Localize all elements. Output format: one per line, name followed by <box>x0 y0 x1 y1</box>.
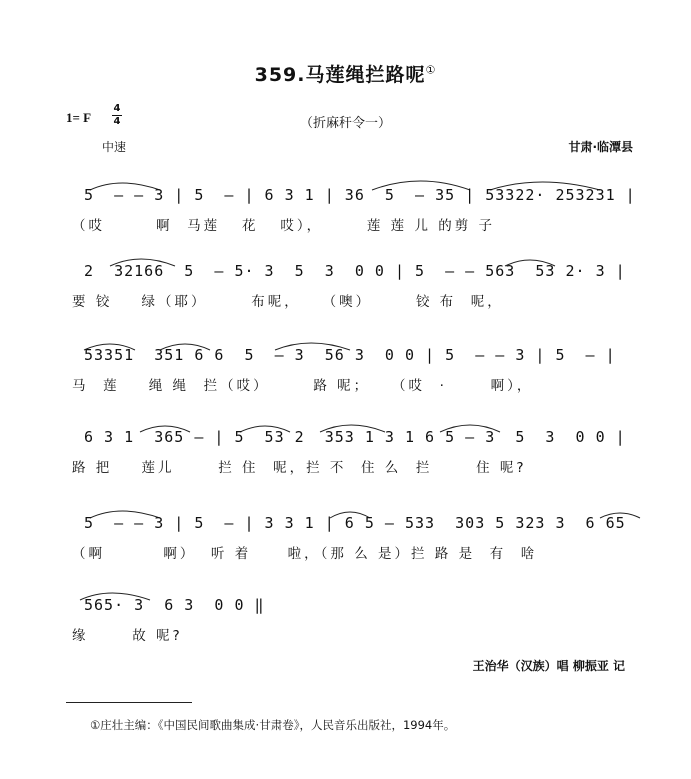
lyrics-line: （啊 啊） 听 着 啦，（那 么 是）拦 路 是 有 啥 <box>72 546 538 562</box>
notation-line: 2 32166 5 — 5· 3 5 3 0 0 | 5 — — 563 53 2· 3 | <box>84 262 626 280</box>
lyrics-line: 路 把 莲儿 拦 住 呢，拦 不 住 么 拦 住 呢? <box>72 460 527 476</box>
song-title-text: 马莲绳拦路呢 <box>305 64 426 86</box>
lyrics-line: 缘 故 呢? <box>72 628 183 644</box>
score-system-3 <box>0 346 691 416</box>
key-signature: 1= F <box>66 110 92 125</box>
song-number: 359. <box>254 64 306 86</box>
footnote-mark: ① <box>425 63 437 77</box>
score-system-6 <box>0 596 691 666</box>
tempo-marking: 中速 <box>102 140 127 154</box>
notation-line: 53351 351 6 6 5 — 3 56 3 0 0 | 5 — — 3 | 5 — | <box>84 346 616 364</box>
score-system-2 <box>0 262 691 332</box>
footnote-divider <box>66 702 192 703</box>
time-signature-bottom: 4 <box>113 116 121 127</box>
performer-credit: 王治华（汉族）唱 柳振亚 记 <box>472 659 625 673</box>
notation-line: 6 3 1 365 — | 5 53 2 353 1 3 1 6 5 — 3 5 3 0 0 | <box>84 428 626 446</box>
lyrics-line: 要 铰 绿（耶） 布呢， （噢） 铰 布 呢， <box>72 294 504 310</box>
song-title <box>0 60 691 87</box>
footnote: ①庄壮主编：《中国民间歌曲集成·甘肃卷》，人民音乐出版社，1994年。 <box>90 718 456 732</box>
score-system-4 <box>0 428 691 498</box>
score-system-5 <box>0 514 691 584</box>
lyrics-line: （哎 啊 马莲 花 哎）， 莲 莲 儿 的剪 子 <box>72 218 496 234</box>
subtitle: （折麻秆令一） <box>299 116 391 131</box>
song-origin: 甘肃·临潭县 <box>568 140 633 154</box>
notation-line: 5 — — 3 | 5 — | 3 3 1 | 6 5 — 533 303 5 323 3 6 65 <box>84 514 626 532</box>
lyrics-line: 马 莲 绳 绳 拦（哎） 路 呢； （哎 · 啊）， <box>72 378 534 394</box>
notation-line: 5 — — 3 | 5 — | 6 3 1 | 36 5 — 35 | 53322· 253231 | <box>84 186 636 204</box>
time-signature-top: 4 <box>113 103 121 114</box>
notation-line: 565· 3 6 3 0 0 ‖ <box>84 596 265 614</box>
